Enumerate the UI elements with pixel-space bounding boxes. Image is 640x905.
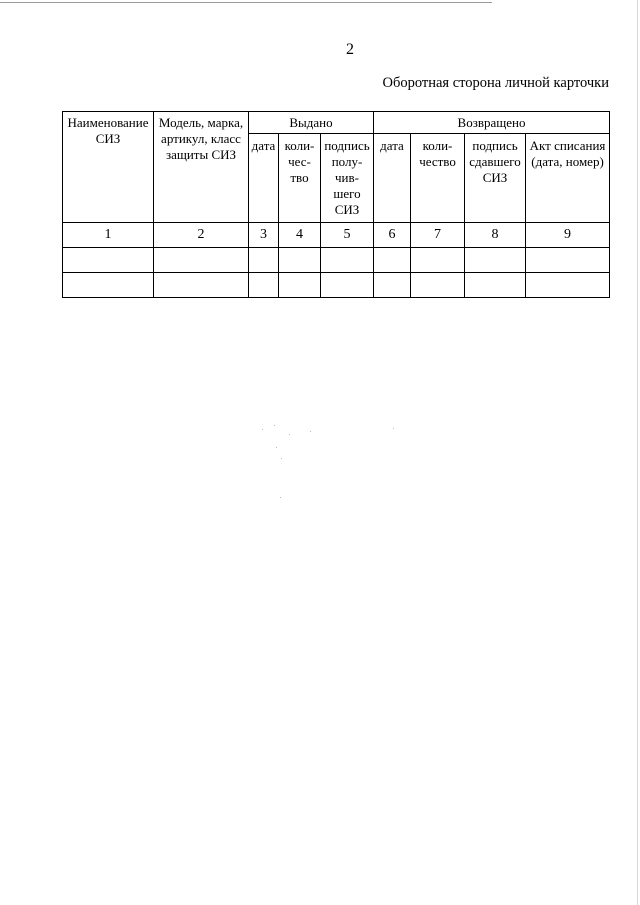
table-cell [465, 248, 526, 273]
column-number: 8 [465, 223, 526, 248]
column-number: 3 [249, 223, 279, 248]
scan-top-edge-line [0, 2, 492, 3]
column-number: 9 [526, 223, 610, 248]
column-number: 7 [411, 223, 465, 248]
header-siz-model: Модель, марка, артикул, класс защиты СИЗ [154, 112, 249, 223]
table-cell [154, 273, 249, 298]
table-row [63, 248, 610, 273]
header-issued-signature [321, 134, 374, 223]
column-number: 2 [154, 223, 249, 248]
siz-issue-table [62, 111, 610, 298]
table-cell [374, 273, 411, 298]
card-side-title: Оборотная сторона личной карточки [382, 75, 609, 91]
column-number: 5 [321, 223, 374, 248]
column-number-row [63, 223, 610, 248]
table-cell [321, 273, 374, 298]
table-cell [411, 273, 465, 298]
header-returned-date: дата [374, 134, 411, 223]
table-cell [465, 273, 526, 298]
table-cell [154, 248, 249, 273]
page-number: 2 [346, 41, 354, 58]
header-issued-signature-text: подпись полу-чив-шего СИЗ [324, 138, 370, 217]
table-cell [249, 273, 279, 298]
table-cell [249, 248, 279, 273]
header-issued-quantity [279, 134, 321, 223]
table-cell [279, 248, 321, 273]
header-issued-date: дата [249, 134, 279, 223]
table-cell [321, 248, 374, 273]
table-row [63, 273, 610, 298]
column-number: 1 [63, 223, 154, 248]
header-writeoff-act: Акт списания (дата, номер) [526, 134, 610, 223]
header-issued: Выдано [249, 112, 374, 134]
column-number: 4 [279, 223, 321, 248]
table-cell [526, 273, 610, 298]
scan-right-edge-line [637, 0, 638, 905]
table-cell [63, 273, 154, 298]
header-returned-signature: подпись сдавшего СИЗ [465, 134, 526, 223]
table-cell [374, 248, 411, 273]
header-returned: Возвращено [374, 112, 610, 134]
table-cell [411, 248, 465, 273]
table-cell [526, 248, 610, 273]
table-cell [63, 248, 154, 273]
table-cell [279, 273, 321, 298]
column-number: 6 [374, 223, 411, 248]
header-issued-quantity-text: коли-чес-тво [284, 138, 315, 185]
header-returned-quantity [411, 134, 465, 223]
header-returned-quantity-text: коли-чество [419, 138, 456, 169]
header-siz-name: Наименование СИЗ [63, 112, 154, 223]
